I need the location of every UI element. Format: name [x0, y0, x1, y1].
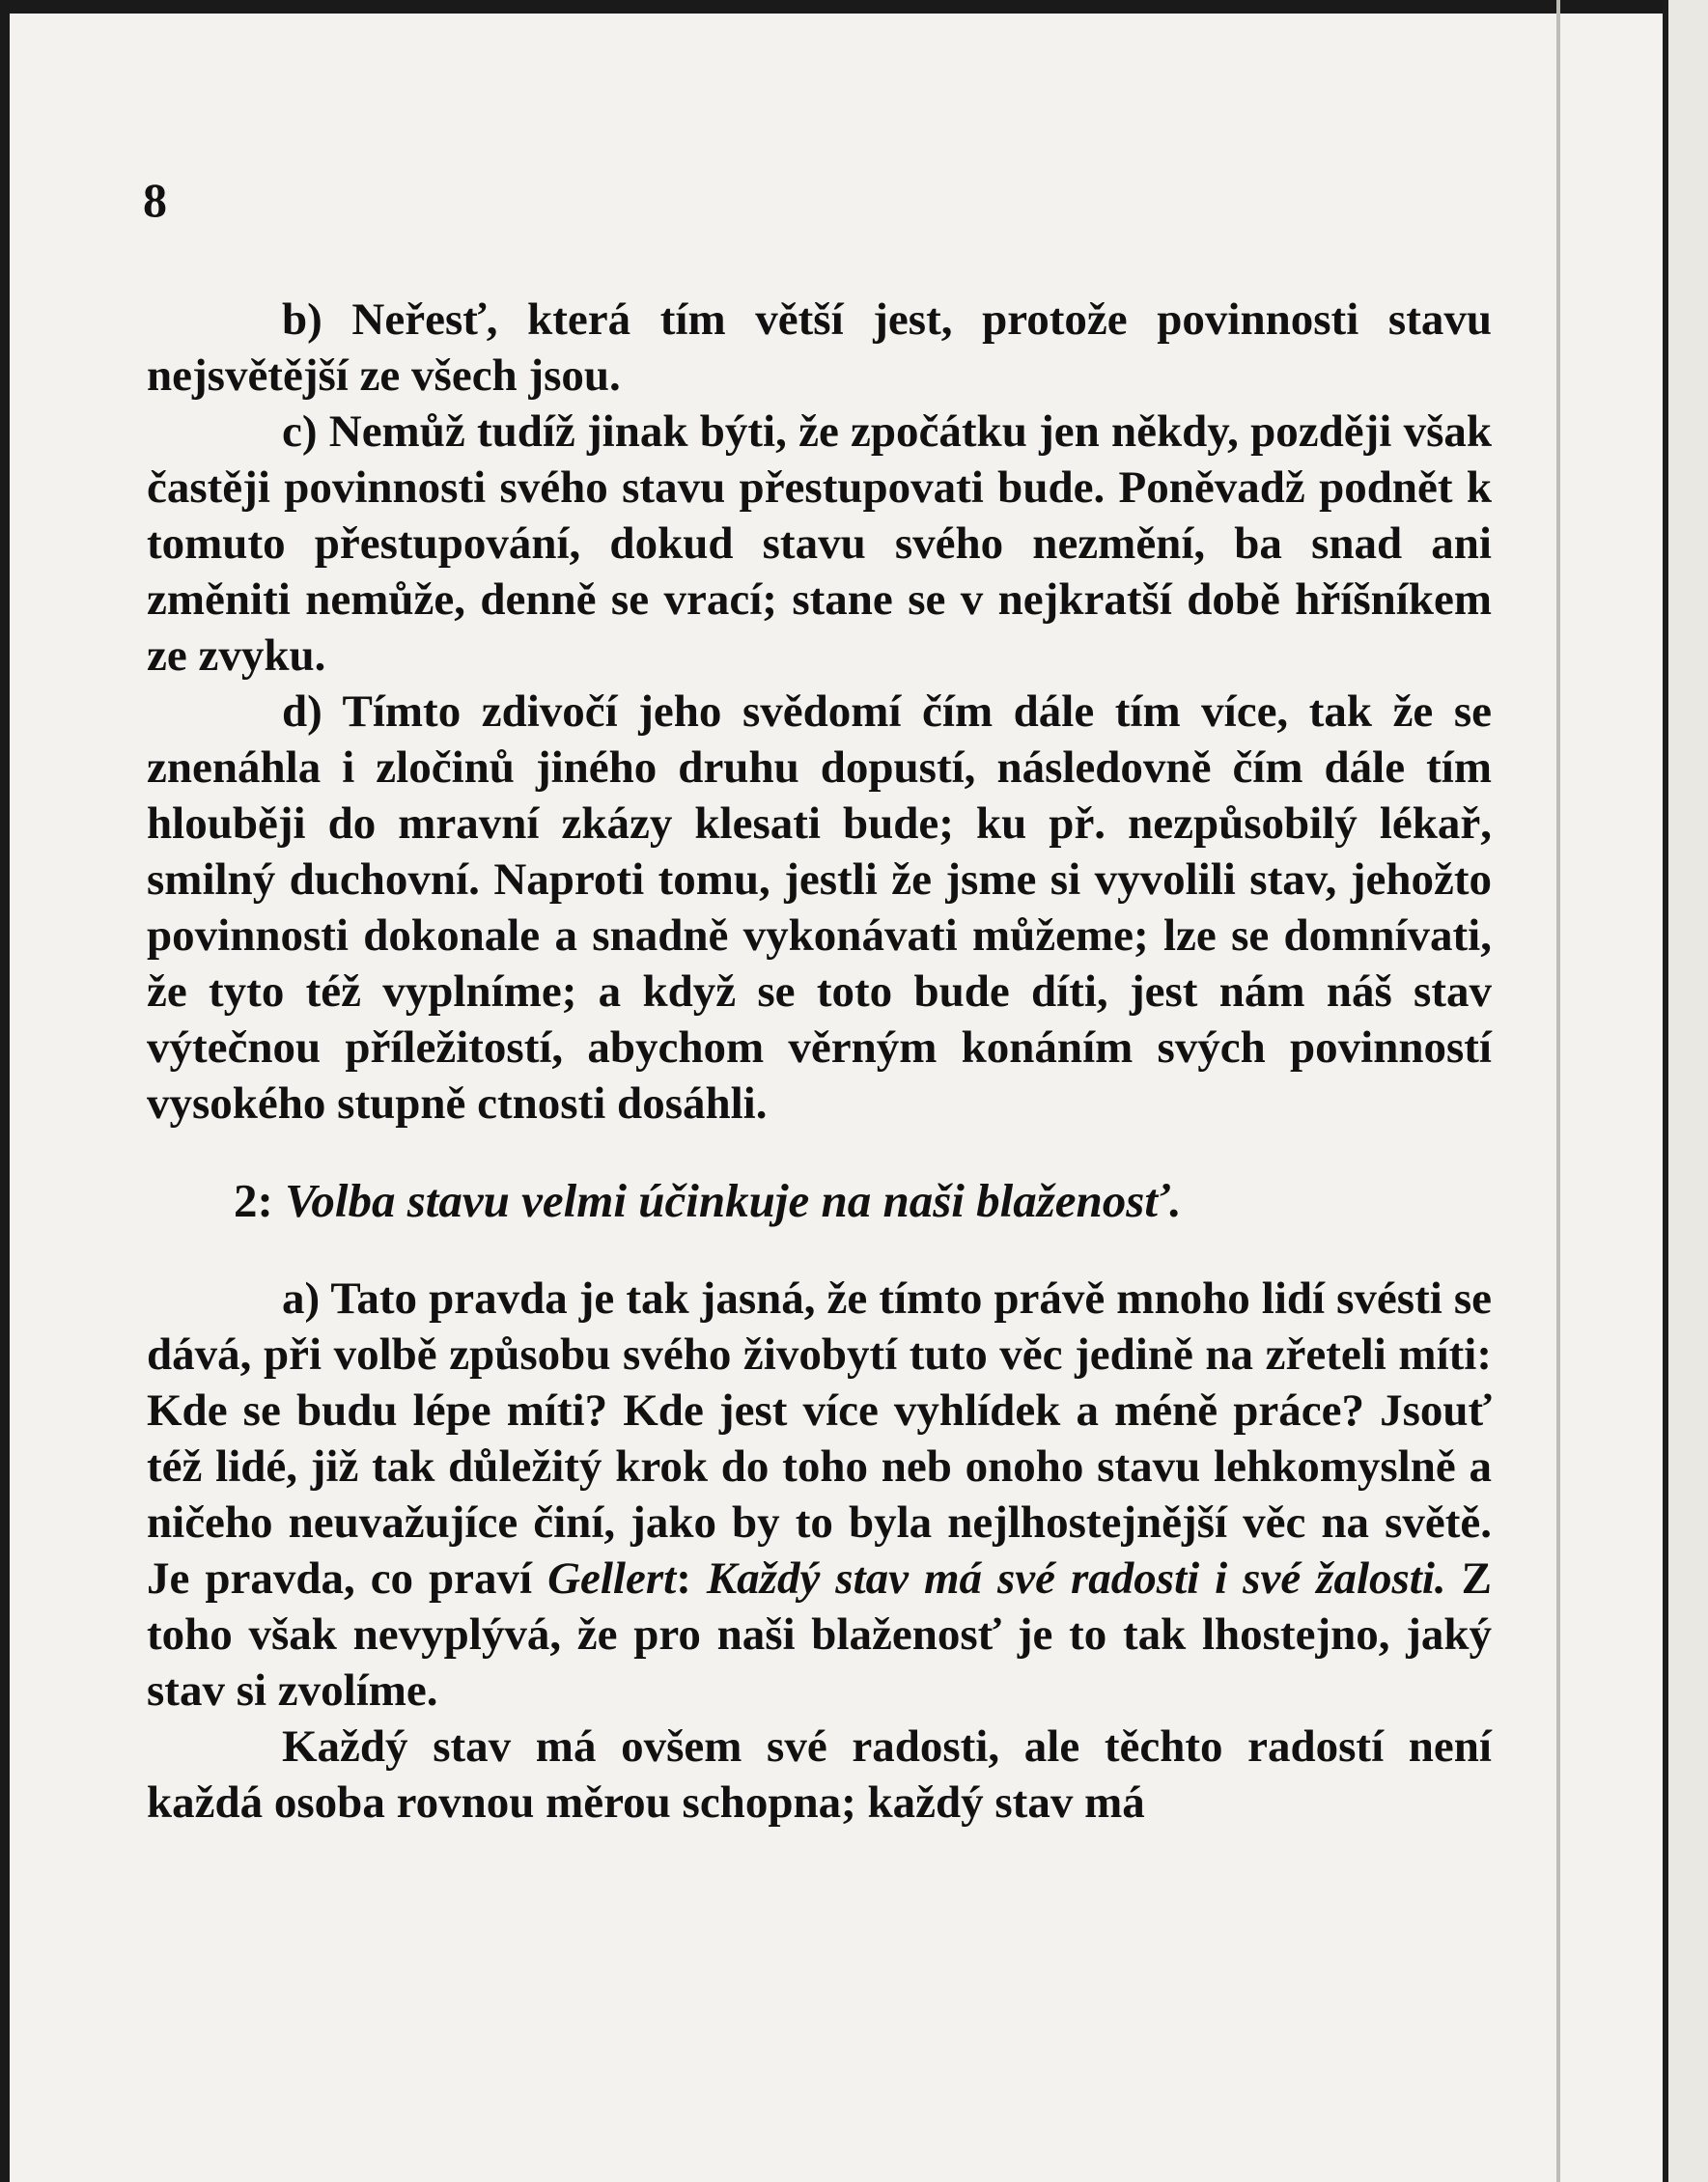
section-number: 2: [234, 1174, 273, 1227]
binding-shadow-line [1556, 0, 1560, 2182]
scan-left-edge [0, 0, 10, 2182]
binding-edge [1663, 0, 1708, 2182]
paragraph-a [147, 1271, 1492, 1719]
body-text [147, 292, 1492, 1831]
page-number: 8 [143, 173, 167, 227]
scan-top-edge [0, 0, 1708, 14]
paragraph-a-text-1: a) Tato pravda je tak jasná, že tímto právě mnoho lidí svésti se dává, při volbě způsobu svého živobytí tuto věc jedině na zřeteli míti: Kde se budu lépe míti? Kde jest více vyhlídek a méně práce? Jsouť též lidé, již tak důležitý krok do toho neb onoho stavu lehkomyslně a ničeho neuvažujíce činí, jako by to byla nejlhostejnější věc na světě. Je pravda, co praví [147, 1273, 1492, 1604]
paragraph-a-colon: : [676, 1553, 707, 1604]
paragraph-last: Každý stav má ovšem své radosti, ale těchto radostí není každá osoba rovnou měrou schopna; každý stav má [147, 1721, 1492, 1828]
paragraph-d: d) Tímto zdivočí jeho svědomí čím dále tím více, tak že se znenáhla i zločinů jiného druhu dopustí, následovně čím dále tím hlouběji do mravní zkázy klesati bude; ku př. nezpůsobilý lékař, smilný duchovní. Naproti tomu, jestli že jsme si vyvolili stav, jehožto povinnosti dokonale a snadně vykonávati můžeme; lze se domnívati, že tyto též vyplníme; a když se toto bude díti, jest nám náš stav výtečnou příležitostí, abychom věrným konáním svých povinností vysokého stupně ctnosti dosáhli. [147, 686, 1492, 1129]
quoted-author: Gellert [547, 1553, 677, 1604]
paragraph-c: c) Nemůž tudíž jinak býti, že zpočátku jen někdy, později však častěji povinnosti svého stavu přestupovati bude. Poněvadž podnět k tomuto přestupování, dokud stavu svého nezmění, ba snad ani změniti nemůže, denně se vrací; stane se v nejkratší době hříšníkem ze zvyku. [147, 406, 1492, 681]
section-heading [147, 1172, 1492, 1230]
section-title: Volba stavu velmi účinkuje na naši blaženosť. [285, 1174, 1182, 1227]
quotation: Každý stav má své radosti i své žalosti. [706, 1553, 1446, 1604]
paragraph-a-text-2: Z toho však nevyplývá, že pro naši blaženosť je to tak lhostejno, jaký stav si zvolíme. [147, 1553, 1492, 1716]
paragraph-b: b) Neřesť, která tím větší jest, protože povinnosti stavu nejsvětější ze všech jsou. [147, 294, 1492, 401]
